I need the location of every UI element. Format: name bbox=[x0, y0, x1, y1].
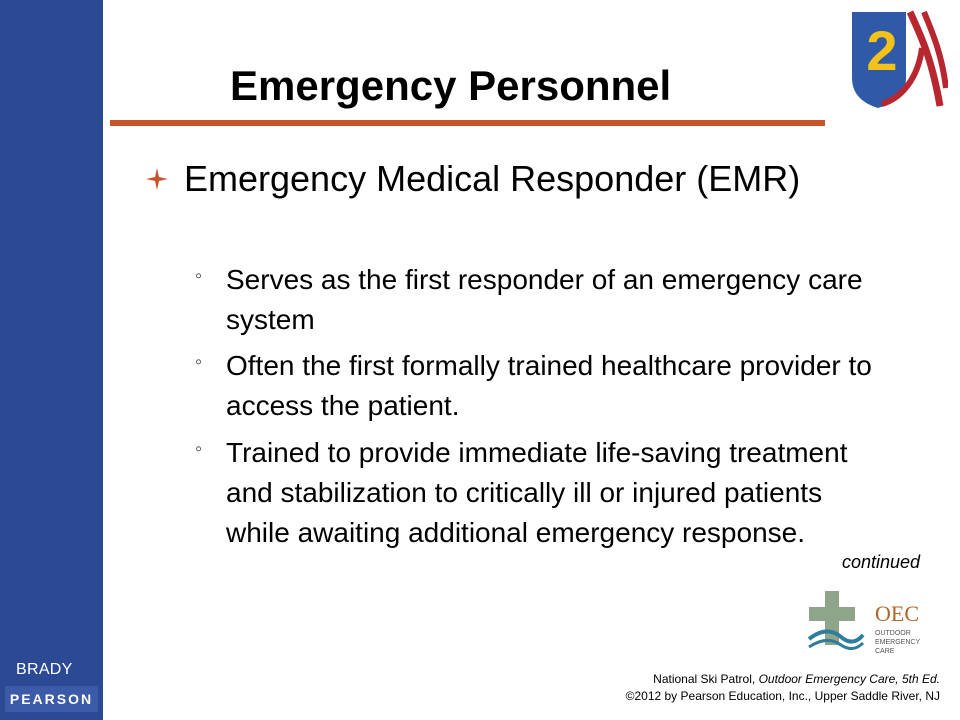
chapter-badge-icon bbox=[848, 8, 948, 112]
credit-book-title: Outdoor Emergency Care, 5th Ed. bbox=[758, 672, 940, 686]
credit-copyright: ©2012 by Pearson Education, Inc., Upper Saddle River, NJ bbox=[625, 689, 940, 703]
sub-bullet-3: Trained to provide immediate life-saving treatment and stabilization to critically ill or injured patients while awaiting additional emergency response. bbox=[226, 437, 848, 548]
credit-prefix: National Ski Patrol, bbox=[653, 672, 759, 686]
badge-number: 2 bbox=[866, 19, 898, 82]
sidebar bbox=[0, 0, 103, 720]
pearson-logo: PEARSON bbox=[5, 686, 98, 712]
oec-logo-icon bbox=[805, 585, 945, 665]
title-underline bbox=[110, 120, 825, 126]
sub-bullet-1: Serves as the first responder of an emergency care system bbox=[226, 264, 863, 335]
brady-brand: BRADY bbox=[16, 661, 73, 678]
continued-label: continued bbox=[842, 552, 921, 572]
circle-bullet-icon: ◦ bbox=[195, 265, 203, 287]
circle-bullet-icon: ◦ bbox=[195, 438, 203, 460]
circle-bullet-icon: ◦ bbox=[195, 351, 203, 373]
bullet-emr: Emergency Medical Responder (EMR) bbox=[184, 158, 801, 199]
oec-line-1: OUTDOOR bbox=[875, 630, 911, 637]
oec-line-2: EMERGENCY bbox=[875, 639, 921, 646]
copyright-footer bbox=[626, 671, 940, 705]
star-bullet-icon bbox=[146, 168, 168, 190]
slide-title: Emergency Personnel bbox=[230, 62, 672, 109]
sub-bullet-2: Often the first formally trained healthcare provider to access the patient. bbox=[226, 350, 872, 421]
oec-abbr: OEC bbox=[875, 601, 919, 626]
oec-line-3: CARE bbox=[875, 648, 895, 655]
